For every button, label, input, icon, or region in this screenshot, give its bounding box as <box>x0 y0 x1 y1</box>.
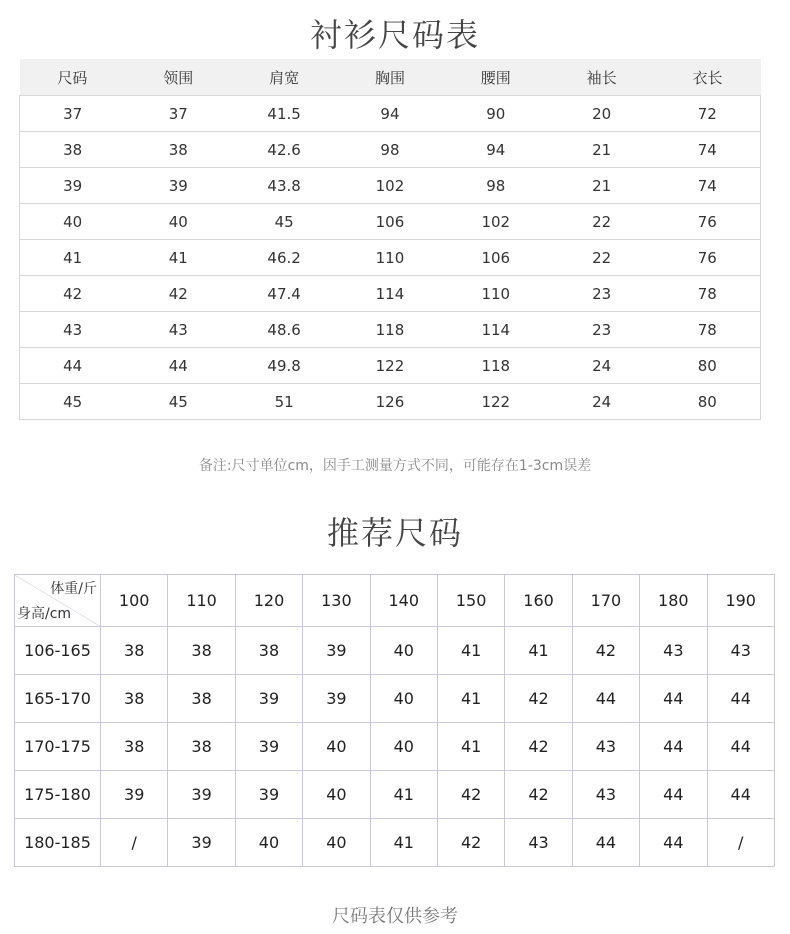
recommended-size-cell: 44 <box>640 675 707 723</box>
height-range-cell: 165-170 <box>15 675 101 723</box>
size-chart-cell: 78 <box>655 312 761 348</box>
recommended-size-cell: 40 <box>303 819 370 867</box>
size-chart-cell: 41 <box>125 240 231 276</box>
size-chart-cell: 40 <box>125 204 231 240</box>
weight-header-cell: 150 <box>437 575 504 627</box>
size-chart-cell: 114 <box>337 276 443 312</box>
size-chart-cell: 122 <box>337 348 443 384</box>
size-chart-cell: 24 <box>549 384 655 420</box>
recommended-size-cell: 38 <box>101 627 168 675</box>
weight-header-cell: 140 <box>370 575 437 627</box>
size-chart-title: 衬衫尺码表 <box>309 16 480 54</box>
recommended-size-cell: 39 <box>168 771 235 819</box>
recommended-size-cell: 40 <box>370 675 437 723</box>
corner-cell <box>15 575 101 627</box>
size-chart-cell: 21 <box>549 132 655 168</box>
recommended-size-cell: 38 <box>168 723 235 771</box>
size-chart-cell: 42 <box>20 276 126 312</box>
recommended-size-cell: 40 <box>235 819 302 867</box>
size-chart-cell: 102 <box>443 204 549 240</box>
size-chart-cell: 118 <box>337 312 443 348</box>
recommended-size-cell: 44 <box>640 819 707 867</box>
size-chart-cell: 38 <box>125 132 231 168</box>
size-chart-cell: 37 <box>125 96 231 132</box>
table-row <box>20 312 761 348</box>
table-row <box>20 348 761 384</box>
recommended-size-cell: 43 <box>572 723 639 771</box>
size-chart-cell: 40 <box>20 204 126 240</box>
recommend-body <box>15 627 775 867</box>
size-chart-table <box>19 59 761 420</box>
size-chart-cell: 72 <box>655 96 761 132</box>
size-chart-cell: 22 <box>549 204 655 240</box>
weight-header-cell: 160 <box>505 575 572 627</box>
recommended-size-cell: / <box>707 819 774 867</box>
recommended-size-cell: 44 <box>640 771 707 819</box>
size-chart-cell: 43 <box>20 312 126 348</box>
table-row <box>15 675 775 723</box>
size-chart-cell: 45 <box>125 384 231 420</box>
recommended-size-cell: 44 <box>707 675 774 723</box>
size-chart-cell: 42.6 <box>231 132 337 168</box>
size-chart-cell: 48.6 <box>231 312 337 348</box>
reference-footer: 尺码表仅供参考 <box>332 906 458 927</box>
size-chart-cell: 23 <box>549 276 655 312</box>
recommend-size-title: 推荐尺码 <box>326 514 463 552</box>
size-chart-cell: 39 <box>20 168 126 204</box>
weight-header-cell: 100 <box>101 575 168 627</box>
recommended-size-cell: 38 <box>168 675 235 723</box>
recommended-size-cell: 44 <box>572 675 639 723</box>
size-chart-cell: 45 <box>20 384 126 420</box>
recommended-size-cell: 38 <box>101 723 168 771</box>
table-row <box>20 204 761 240</box>
size-chart-cell: 106 <box>337 204 443 240</box>
size-chart-cell: 43.8 <box>231 168 337 204</box>
table-row <box>15 771 775 819</box>
size-chart-cell: 41 <box>20 240 126 276</box>
weight-header-cell: 130 <box>303 575 370 627</box>
recommended-size-cell: 43 <box>707 627 774 675</box>
recommended-size-cell: 40 <box>370 723 437 771</box>
recommended-size-cell: 44 <box>707 723 774 771</box>
size-chart-cell: 21 <box>549 168 655 204</box>
size-chart-cell: 41.5 <box>231 96 337 132</box>
size-chart-cell: 102 <box>337 168 443 204</box>
size-chart-cell: 98 <box>443 168 549 204</box>
size-chart-header-row <box>20 59 761 96</box>
size-chart-header-cell: 肩宽 <box>231 59 337 96</box>
weight-header-cell: 180 <box>640 575 707 627</box>
recommended-size-cell: 44 <box>572 819 639 867</box>
size-chart-header-cell: 胸围 <box>337 59 443 96</box>
weight-axis-label: 体重/斤 <box>50 581 97 597</box>
size-chart-cell: 42 <box>125 276 231 312</box>
recommended-size-cell: 38 <box>235 627 302 675</box>
size-chart-cell: 51 <box>231 384 337 420</box>
size-chart-cell: 49.8 <box>231 348 337 384</box>
recommended-size-cell: 44 <box>707 771 774 819</box>
weight-header-cell: 110 <box>168 575 235 627</box>
recommended-size-cell: 41 <box>370 771 437 819</box>
table-row <box>15 627 775 675</box>
size-chart-cell: 122 <box>443 384 549 420</box>
table-row <box>15 723 775 771</box>
size-chart-cell: 47.4 <box>231 276 337 312</box>
size-chart-cell: 98 <box>337 132 443 168</box>
recommended-size-cell: 40 <box>303 723 370 771</box>
table-row <box>20 168 761 204</box>
recommended-size-cell: / <box>101 819 168 867</box>
recommended-size-cell: 39 <box>235 771 302 819</box>
size-chart-cell: 43 <box>125 312 231 348</box>
measurement-note: 备注:尺寸单位cm，因手工测量方式不同，可能存在1-3cm误差 <box>198 458 592 474</box>
size-chart-cell: 38 <box>20 132 126 168</box>
recommended-size-cell: 43 <box>640 627 707 675</box>
size-chart-header-cell: 尺码 <box>20 59 126 96</box>
recommended-size-cell: 41 <box>437 627 504 675</box>
recommended-size-cell: 43 <box>572 771 639 819</box>
recommended-size-cell: 40 <box>370 627 437 675</box>
size-chart-cell: 80 <box>655 384 761 420</box>
size-chart-cell: 106 <box>443 240 549 276</box>
table-row <box>20 384 761 420</box>
recommended-size-cell: 38 <box>168 627 235 675</box>
size-chart-cell: 39 <box>125 168 231 204</box>
recommended-size-cell: 41 <box>437 675 504 723</box>
size-chart-cell: 22 <box>549 240 655 276</box>
size-chart-cell: 44 <box>125 348 231 384</box>
size-chart-body <box>20 96 761 420</box>
recommended-size-cell: 39 <box>235 675 302 723</box>
weight-header-cell: 190 <box>707 575 774 627</box>
recommended-size-cell: 42 <box>572 627 639 675</box>
size-chart-cell: 37 <box>20 96 126 132</box>
recommended-size-cell: 41 <box>370 819 437 867</box>
height-range-cell: 106-165 <box>15 627 101 675</box>
size-chart-cell: 110 <box>337 240 443 276</box>
size-chart-cell: 23 <box>549 312 655 348</box>
size-chart-cell: 94 <box>443 132 549 168</box>
recommended-size-cell: 39 <box>235 723 302 771</box>
height-range-cell: 180-185 <box>15 819 101 867</box>
recommended-size-cell: 44 <box>640 723 707 771</box>
recommend-header-row <box>15 575 775 627</box>
table-row <box>20 132 761 168</box>
size-chart-cell: 44 <box>20 348 126 384</box>
recommended-size-cell: 38 <box>101 675 168 723</box>
recommended-size-cell: 39 <box>101 771 168 819</box>
size-chart-cell: 20 <box>549 96 655 132</box>
recommended-size-cell: 43 <box>505 819 572 867</box>
size-chart-cell: 114 <box>443 312 549 348</box>
height-range-cell: 170-175 <box>15 723 101 771</box>
recommended-size-cell: 42 <box>437 819 504 867</box>
weight-header-cell: 120 <box>235 575 302 627</box>
size-chart-cell: 80 <box>655 348 761 384</box>
recommended-size-cell: 40 <box>303 771 370 819</box>
weight-header-cell: 170 <box>572 575 639 627</box>
size-chart-header-cell: 袖长 <box>549 59 655 96</box>
recommended-size-cell: 41 <box>505 627 572 675</box>
height-axis-label: 身高/cm <box>17 606 72 622</box>
table-row <box>20 240 761 276</box>
size-chart-cell: 78 <box>655 276 761 312</box>
size-chart-cell: 118 <box>443 348 549 384</box>
size-chart-cell: 126 <box>337 384 443 420</box>
recommended-size-cell: 42 <box>505 723 572 771</box>
size-chart-cell: 24 <box>549 348 655 384</box>
size-chart-cell: 94 <box>337 96 443 132</box>
recommended-size-cell: 39 <box>303 627 370 675</box>
size-chart-header-cell: 领围 <box>125 59 231 96</box>
recommended-size-cell: 42 <box>505 675 572 723</box>
recommended-size-cell: 42 <box>437 771 504 819</box>
size-chart-cell: 90 <box>443 96 549 132</box>
size-chart-cell: 74 <box>655 168 761 204</box>
recommended-size-cell: 39 <box>168 819 235 867</box>
recommend-size-table <box>14 574 775 867</box>
size-chart-cell: 74 <box>655 132 761 168</box>
size-chart-cell: 76 <box>655 204 761 240</box>
size-chart-cell: 110 <box>443 276 549 312</box>
recommended-size-cell: 42 <box>505 771 572 819</box>
size-chart-cell: 46.2 <box>231 240 337 276</box>
recommended-size-cell: 41 <box>437 723 504 771</box>
table-row <box>20 276 761 312</box>
size-chart-header-cell: 腰围 <box>443 59 549 96</box>
recommended-size-cell: 39 <box>303 675 370 723</box>
size-chart-header-cell: 衣长 <box>655 59 761 96</box>
height-range-cell: 175-180 <box>15 771 101 819</box>
table-row <box>20 96 761 132</box>
size-chart-cell: 76 <box>655 240 761 276</box>
table-row <box>15 819 775 867</box>
size-chart-cell: 45 <box>231 204 337 240</box>
